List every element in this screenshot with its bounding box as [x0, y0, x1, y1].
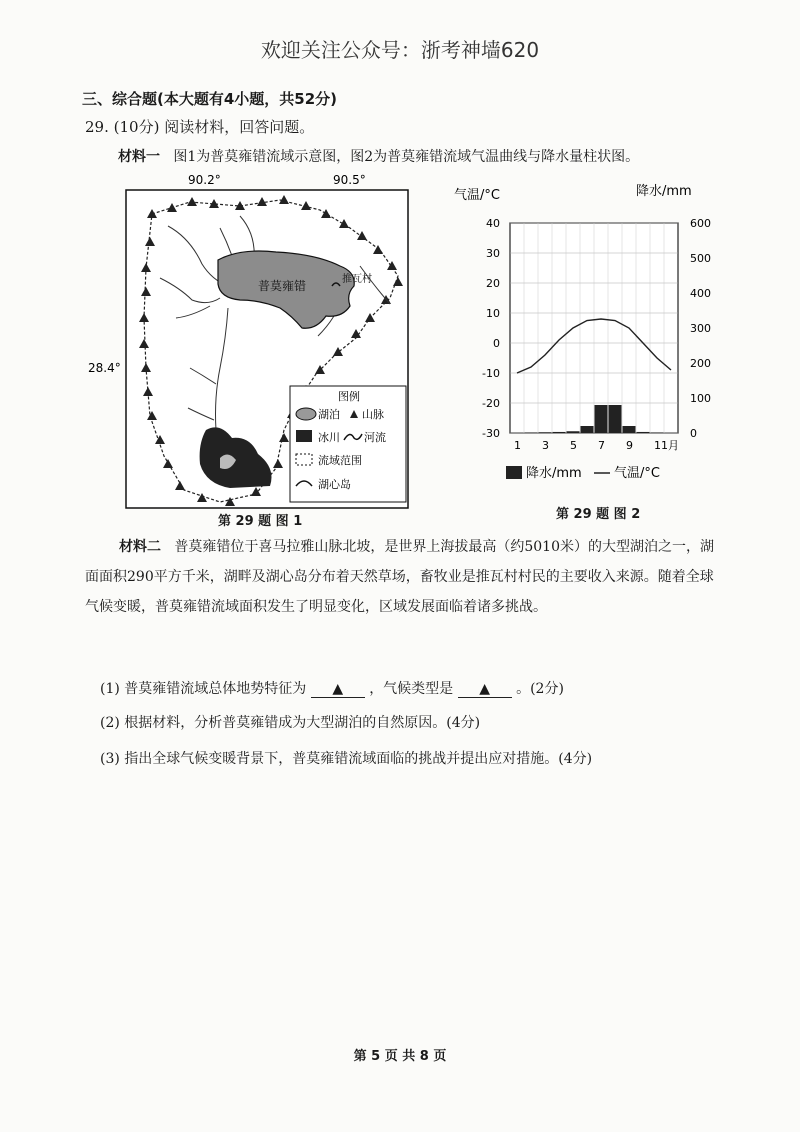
chart-y2-ticks — [690, 217, 711, 440]
y-tick-label: -10 — [482, 367, 500, 380]
question-instruction: 阅读材料，回答问题。 — [164, 118, 315, 136]
y2-tick-label: 0 — [690, 427, 697, 440]
answer-blank-1[interactable]: ▲ — [311, 681, 365, 698]
precip-bar — [567, 431, 580, 433]
village-label: 推瓦村 — [342, 274, 372, 285]
chart-legend-precip: 降水/mm — [526, 466, 582, 481]
precip-bar — [553, 432, 566, 433]
lon-label-left: 90.2° — [188, 173, 221, 187]
question-points: (10分) — [113, 118, 160, 136]
precip-bar — [623, 426, 636, 433]
y-tick-label: 30 — [486, 247, 500, 260]
y2-tick-label: 400 — [690, 287, 711, 300]
y-tick-label: 10 — [486, 307, 500, 320]
sq1-text-c: 。(2分) — [516, 681, 564, 697]
chart-y2label: 降水/mm — [636, 184, 692, 199]
x-tick-label: 5 — [570, 439, 577, 452]
legend-glacier-icon — [296, 430, 312, 442]
material2-text: 普莫雍错位于喜马拉雅山脉北坡，是世界上海拔最高（约5010米）的大型湖泊之一，湖面面积290平方千米，湖畔及湖心岛分布着天然草场，畜牧业是推瓦村村民的主要收入来源。随着全球气候变暖，普莫雍错流域面积发生了明显变化，区域发展面临着诸多挑战。 — [85, 539, 714, 615]
material2-label: 材料二 — [119, 539, 161, 555]
y-tick-label: -20 — [482, 397, 500, 410]
question-number: 29. — [85, 118, 109, 136]
y-tick-label: -30 — [482, 427, 500, 440]
figure1-map — [80, 168, 420, 528]
legend-island: 湖心岛 — [318, 478, 351, 491]
legend-lake-icon — [296, 408, 316, 420]
x-tick-label: 11月 — [654, 439, 679, 452]
chart-y-ticks — [482, 217, 500, 440]
material2 — [85, 532, 725, 622]
legend-river: 河流 — [364, 431, 386, 444]
chart-x-ticks — [514, 439, 679, 452]
sub-question-1 — [100, 678, 564, 698]
y2-tick-label: 300 — [690, 322, 711, 335]
chart-ylabel: 气温/°C — [454, 188, 500, 203]
figure2-caption: 第 29 题 图 2 — [556, 507, 641, 522]
y2-tick-label: 600 — [690, 217, 711, 230]
legend-basin: 流域范围 — [318, 454, 362, 467]
figure2-climate-chart — [440, 175, 720, 495]
page-header: 欢迎关注公众号：浙考神墙620 — [260, 38, 540, 62]
x-tick-label: 1 — [514, 439, 521, 452]
material1-label: 材料一 — [118, 149, 160, 165]
y-tick-label: 40 — [486, 217, 500, 230]
section-title: 三、综合题(本大题有4小题，共52分) — [82, 90, 338, 108]
precip-bar — [539, 432, 552, 433]
legend-lake: 湖泊 — [318, 408, 340, 421]
chart-legend-precip-swatch — [506, 466, 522, 479]
precip-bar — [595, 405, 608, 433]
y-tick-label: 20 — [486, 277, 500, 290]
x-tick-label: 9 — [626, 439, 633, 452]
lat-label: 28.4° — [88, 361, 121, 375]
sq1-text-b: ，气候类型是 — [369, 681, 454, 697]
material1-text: 图1为普莫雍错流域示意图，图2为普莫雍错流域气温曲线与降水量柱状图。 — [173, 149, 640, 165]
lake-label: 普莫雍错 — [258, 279, 307, 293]
x-tick-label: 7 — [598, 439, 605, 452]
y2-tick-label: 200 — [690, 357, 711, 370]
lon-label-right: 90.5° — [333, 173, 366, 187]
page-footer: 第 5 页 共 8 页 — [353, 1049, 447, 1064]
x-tick-label: 3 — [542, 439, 549, 452]
figure1-caption: 第 29 题 图 1 — [218, 514, 303, 529]
sub-question-3: (3) 指出全球气候变暖背景下，普莫雍错流域面临的挑战并提出应对措施。(4分) — [100, 751, 593, 767]
legend-glacier: 冰川 — [318, 431, 340, 444]
precip-bar — [637, 432, 650, 433]
legend-mountain: 山脉 — [362, 408, 384, 421]
y-tick-label: 0 — [493, 337, 500, 350]
precip-bar — [609, 405, 622, 433]
question-line — [85, 116, 314, 137]
precip-bar — [581, 426, 594, 433]
legend-title: 图例 — [338, 390, 360, 403]
sub-question-2: (2) 根据材料，分析普莫雍错成为大型湖泊的自然原因。(4分) — [100, 715, 481, 731]
y2-tick-label: 100 — [690, 392, 711, 405]
chart-legend-temp: 气温/°C — [614, 466, 660, 481]
material1 — [118, 146, 639, 166]
answer-blank-2[interactable]: ▲ — [458, 681, 512, 698]
y2-tick-label: 500 — [690, 252, 711, 265]
sq1-text-a: (1) 普莫雍错流域总体地势特征为 — [100, 681, 307, 697]
